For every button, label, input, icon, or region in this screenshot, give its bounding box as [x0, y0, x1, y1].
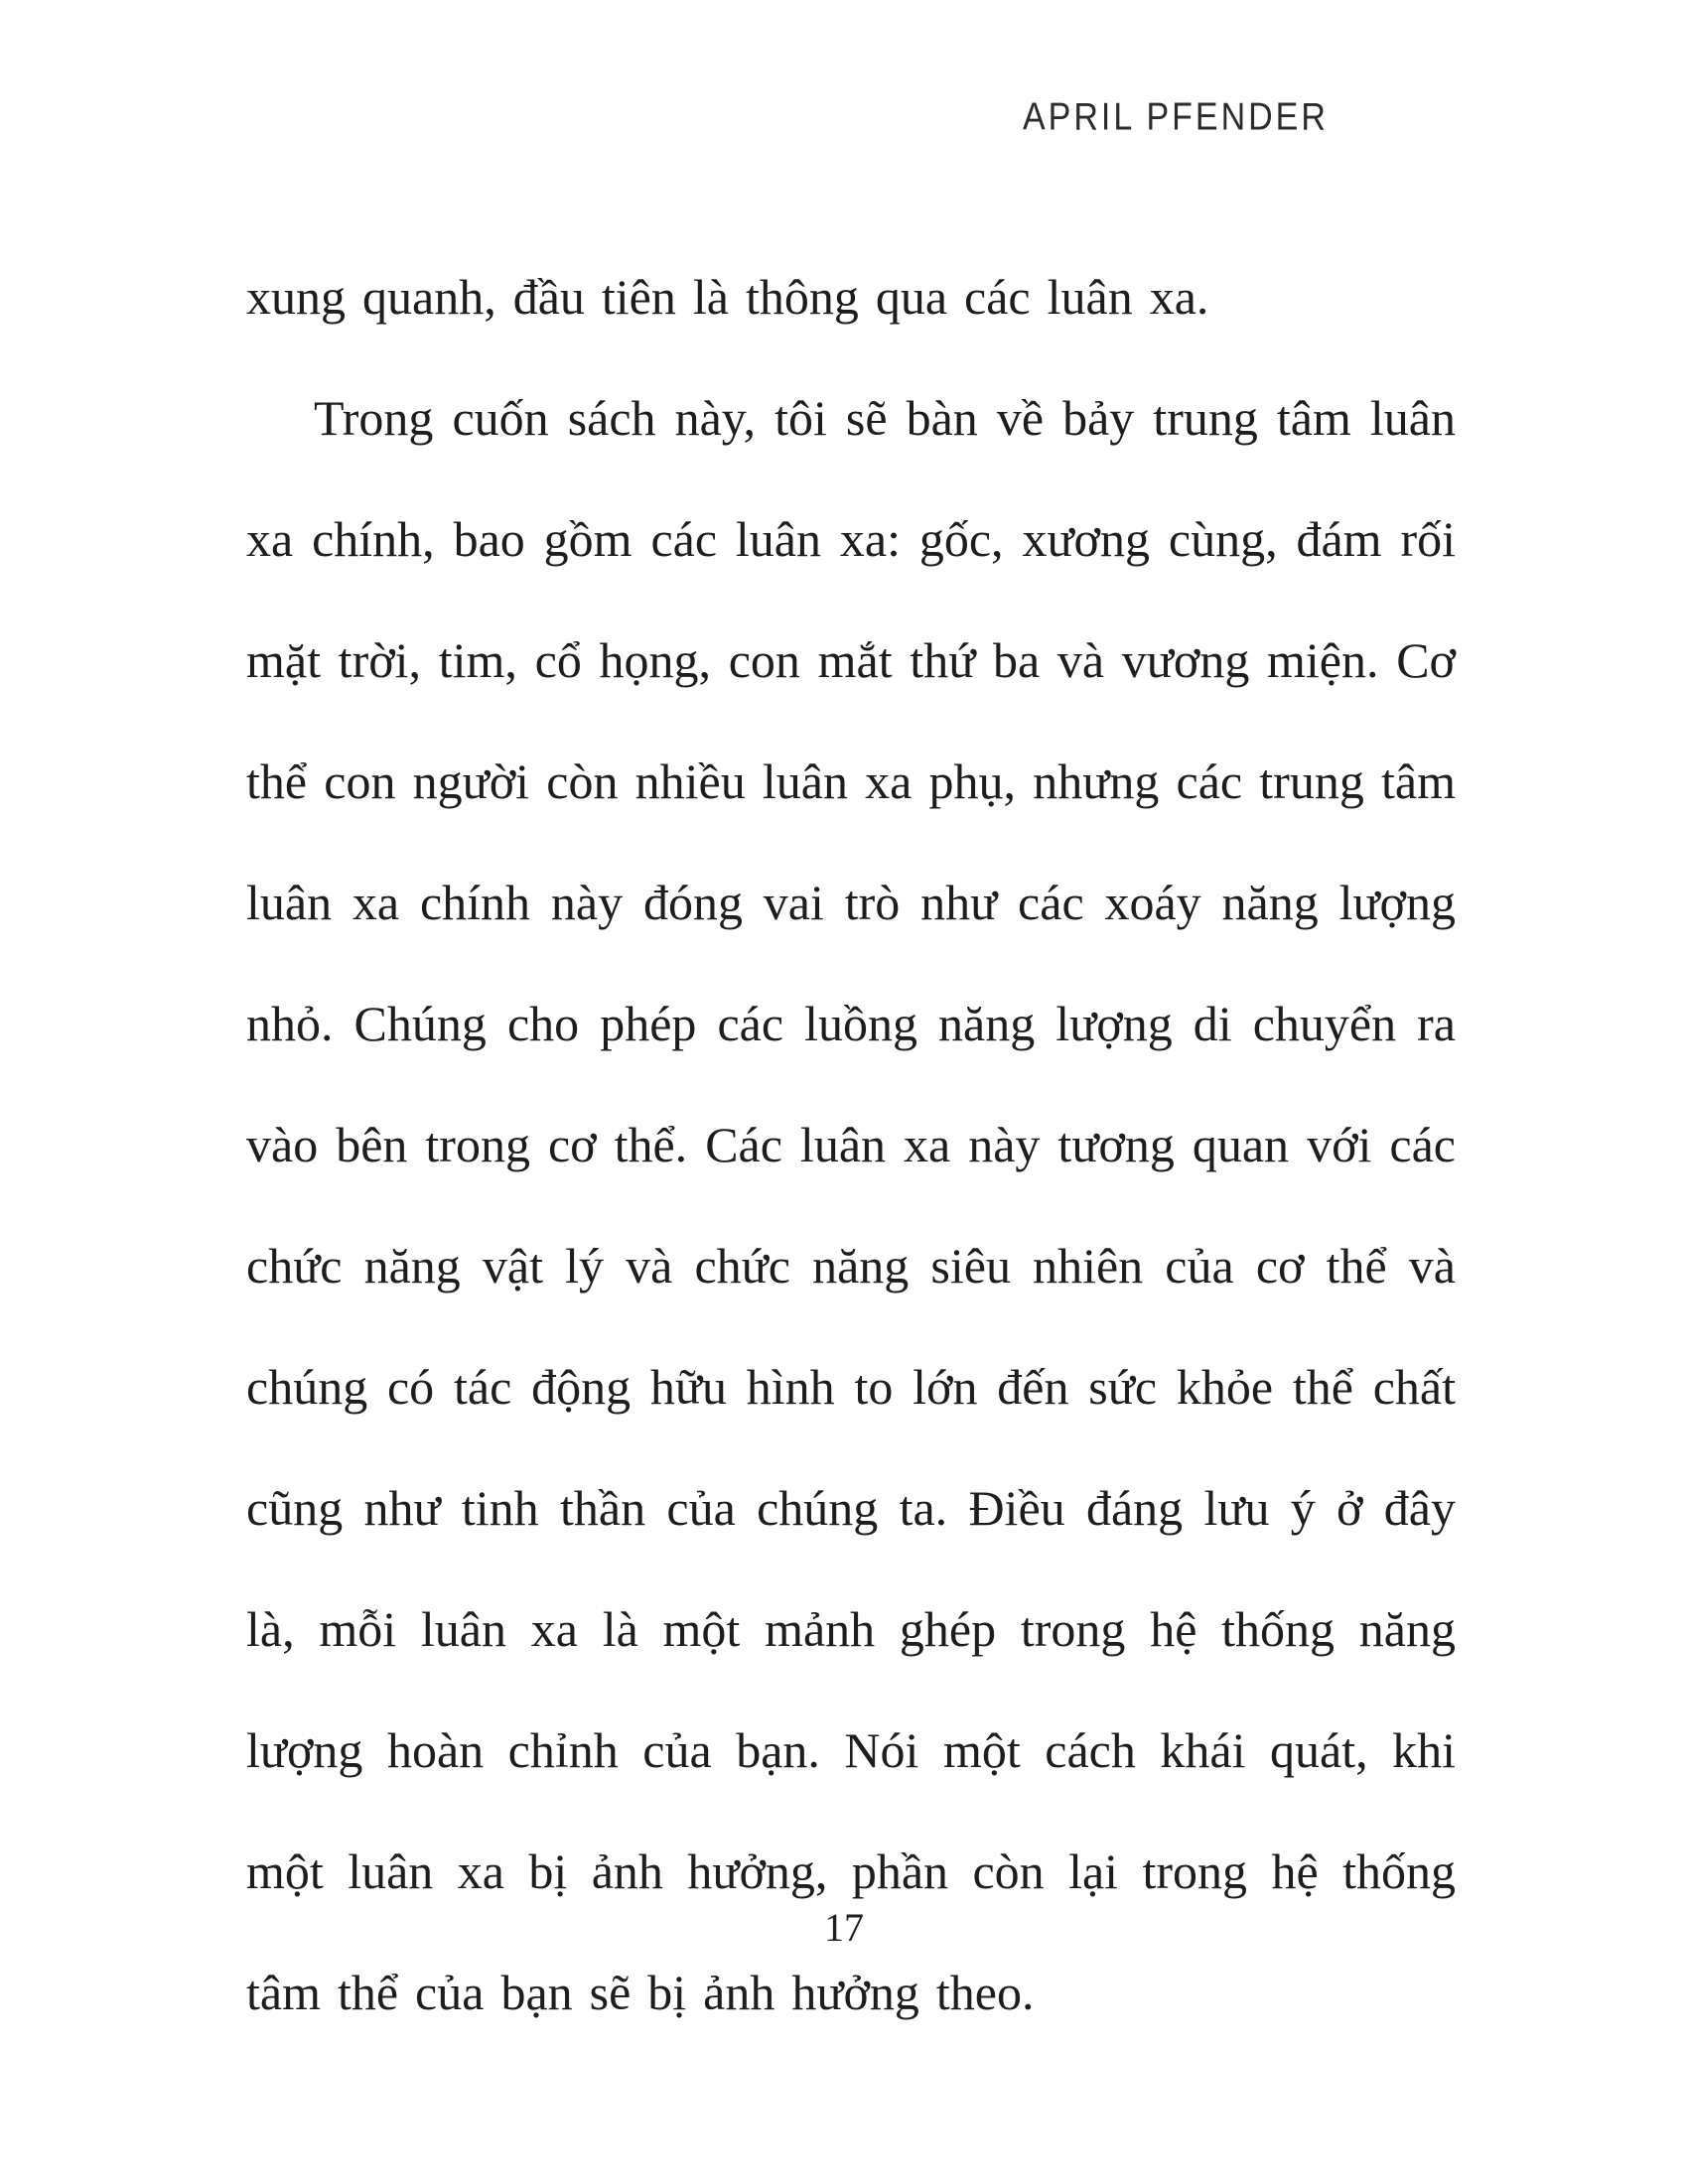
body-paragraph: xung quanh, đầu tiên là thông qua các luân xa.: [246, 269, 1209, 325]
body-text-block: [246, 236, 1456, 2053]
running-header-author: APRIL PFENDER: [1023, 95, 1329, 139]
page-number: 17: [824, 1905, 864, 1950]
body-paragraph: Trong cuốn sách này, tôi sẽ bàn về bảy trung tâm luân xa chính, bao gồm các luân xa: gốc, xương cùng, đám rối mặt trời, tim, cổ họng, con mắt thứ ba và vương miện. Cơ thể con người còn nhiều luân xa phụ, nhưng các trung tâm luân xa chính này đóng vai trò như các xoáy năng lượng nhỏ. Chúng cho phép các luồng năng lượng di chuyển ra vào bên trong cơ thể. Các luân xa này tương quan với các chức năng vật lý và chức năng siêu nhiên của cơ thể và chúng có tác động hữu hình to lớn đến sức khỏe thể chất cũng như tinh thần của chúng ta. Điều đáng lưu ý ở đây là, mỗi luân xa là một mảnh ghép trong hệ thống năng lượng hoàn chỉnh của bạn. Nói một cách khái quát, khi một luân xa bị ảnh hưởng, phần còn lại trong hệ thống tâm thể của bạn sẽ bị ảnh hưởng theo.: [246, 390, 1456, 2020]
